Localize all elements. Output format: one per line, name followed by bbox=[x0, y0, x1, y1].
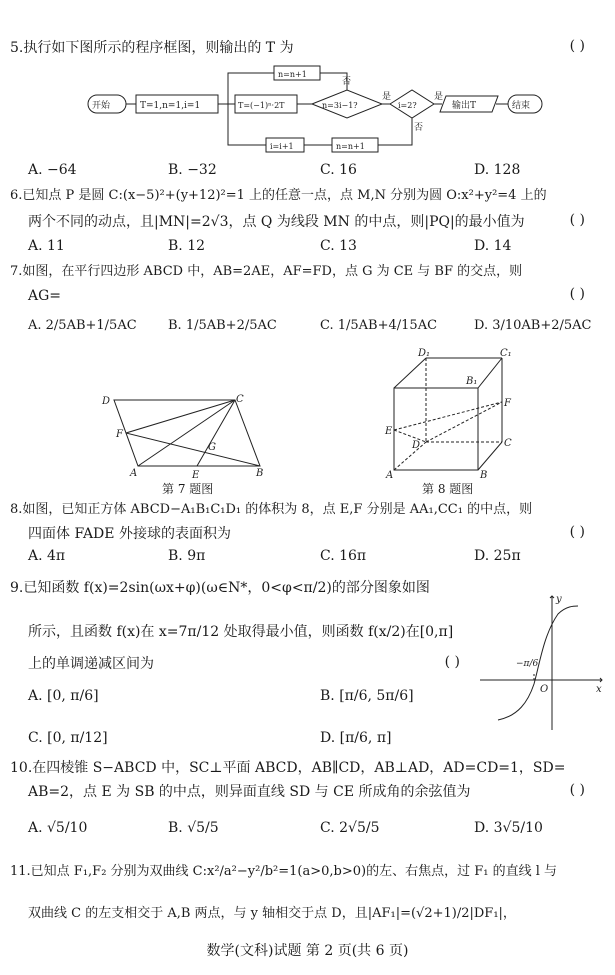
flow-upd-i-label: i=i+1 bbox=[270, 142, 294, 151]
q7-caption: 第 7 题图 bbox=[162, 482, 214, 496]
q10-stem-line2: AB=2，点 E 为 SB 的中点，则异面直线 SD 与 CE 所成角的余弦值为 bbox=[28, 784, 471, 800]
q8-option-d[interactable]: D. 25π bbox=[474, 548, 521, 564]
flow-no2-label: 否 bbox=[414, 123, 424, 133]
q8-option-c[interactable]: C. 16π bbox=[320, 548, 367, 564]
q7-stem-line1: 7.如图，在平行四边形 ABCD 中，AB=2AE，AF=FD，点 G 为 CE 与 BF 的交点，则 bbox=[10, 264, 523, 279]
q7-option-d[interactable]: D. 3/10AB+2/5AC bbox=[474, 318, 592, 333]
flow-yes2-label: 是 bbox=[434, 92, 444, 102]
fig8-label-b: B bbox=[480, 470, 488, 481]
q9-graph-origin: O bbox=[540, 684, 549, 695]
q8-stem-line2: 四面体 FADE 外接球的表面积为 bbox=[28, 526, 231, 542]
q9-bracket: ( ) bbox=[444, 654, 460, 670]
q6-bracket: ( ) bbox=[569, 212, 585, 228]
flow-init-label: T=1,n=1,i=1 bbox=[140, 101, 201, 111]
q8-figure bbox=[385, 348, 516, 481]
flow-yes1-label: 是 bbox=[382, 92, 392, 102]
q9-graph bbox=[478, 592, 608, 732]
q7-figure bbox=[100, 392, 280, 482]
page-footer: 数学(文科)试题 第 2 页(共 6 页) bbox=[206, 943, 409, 959]
q8-caption: 第 8 题图 bbox=[422, 482, 474, 496]
flow-assign-label: T=(−1)ⁿ·2T bbox=[238, 101, 285, 110]
q9-option-d[interactable]: D. [π/6, π] bbox=[320, 730, 392, 746]
flow-output-label: 输出T bbox=[452, 101, 477, 111]
fig8-label-f: F bbox=[504, 398, 511, 409]
q5-option-d[interactable]: D. 128 bbox=[474, 162, 521, 178]
fig8-label-d: D bbox=[412, 440, 421, 451]
q9-graph-y-label: y bbox=[556, 594, 562, 605]
q5-bracket: ( ) bbox=[569, 38, 585, 54]
q9-stem-line2: 所示，且函数 f(x)在 x=7π/12 处取得最小值，则函数 f(x/2)在[0,π] bbox=[28, 624, 454, 640]
fig7-label-c: C bbox=[236, 394, 244, 405]
q10-option-b[interactable]: B. √5/5 bbox=[168, 820, 219, 836]
flow-cond1-label: n=3i−1? bbox=[322, 101, 358, 110]
q6-option-c[interactable]: C. 13 bbox=[320, 238, 357, 254]
q8-stem-line1: 8.如图，已知正方体 ABCD−A₁B₁C₁D₁ 的体积为 8，点 E,F 分别是 AA₁,CC₁ 的中点，则 bbox=[10, 502, 533, 517]
flow-start-label: 开始 bbox=[92, 101, 111, 111]
q5-option-b[interactable]: B. −32 bbox=[168, 162, 217, 178]
q6-stem-line1: 6.已知点 P 是圆 C:(x−5)²+(y+12)²=1 上的任意一点，点 M,N 分别为圆 O:x²+y²=4 上的 bbox=[10, 188, 547, 203]
fig8-label-e: E bbox=[385, 426, 393, 437]
fig8-label-d1: D₁ bbox=[418, 348, 431, 359]
flow-upd-n-top-label: n=n+1 bbox=[278, 70, 307, 79]
fig8-label-b1: B₁ bbox=[466, 376, 478, 387]
q10-options bbox=[28, 820, 598, 842]
q10-bracket: ( ) bbox=[569, 782, 585, 798]
q7-option-c[interactable]: C. 1/5AB+4/15AC bbox=[320, 318, 438, 333]
q8-options bbox=[28, 548, 598, 570]
q9-stem-line3: 上的单调递减区间为 bbox=[28, 656, 154, 672]
q11-stem-line2: 双曲线 C 的左支相交于 A,B 两点，与 y 轴相交于点 D，且|AF₁|=(√2+1)/2|DF₁|， bbox=[28, 906, 516, 921]
fig8-label-c: C bbox=[504, 438, 512, 449]
q9-stem-line1: 9.已知函数 f(x)=2sin(ωx+φ)(ω∈N*，0<φ<π/2)的部分图象如图 bbox=[10, 580, 430, 596]
fig7-label-e: E bbox=[192, 470, 200, 481]
q6-option-a[interactable]: A. 11 bbox=[28, 238, 65, 254]
flow-upd-n-bot-label: n=n+1 bbox=[336, 142, 365, 151]
q9-option-b[interactable]: B. [π/6, 5π/6] bbox=[320, 688, 414, 704]
q11-stem-line1: 11.已知点 F₁,F₂ 分别为双曲线 C:x²/a²−y²/b²=1(a>0,b>0)的左、右焦点，过 F₁ 的直线 l 与 bbox=[10, 864, 557, 879]
q10-option-c[interactable]: C. 2√5/5 bbox=[320, 820, 380, 836]
q6-stem-line2: 两个不同的动点，且|MN|=2√3，点 Q 为线段 MN 的中点，则|PQ|的最小值为 bbox=[28, 214, 525, 230]
q5-flowchart bbox=[0, 62, 615, 162]
q10-option-d[interactable]: D. 3√5/10 bbox=[474, 820, 543, 836]
q7-option-b[interactable]: B. 1/5AB+2/5AC bbox=[168, 318, 277, 333]
flow-end-label: 结束 bbox=[512, 101, 531, 111]
q7-option-a[interactable]: A. 2/5AB+1/5AC bbox=[28, 318, 137, 333]
q9-option-a[interactable]: A. [0, π/6] bbox=[28, 688, 99, 704]
fig8-label-c1: C₁ bbox=[500, 348, 512, 359]
q8-option-a[interactable]: A. 4π bbox=[28, 548, 66, 564]
flow-cond2-label: i=2? bbox=[398, 101, 417, 110]
q7-stem-line2: AG= bbox=[28, 288, 62, 304]
q10-stem-line1: 10.在四棱锥 S−ABCD 中，SC⊥平面 ABCD，AB∥CD，AB⊥AD，AD=CD=1，SD= bbox=[10, 760, 566, 776]
fig7-label-f: F bbox=[116, 429, 123, 440]
q7-bracket: ( ) bbox=[569, 286, 585, 302]
fig7-label-d: D bbox=[102, 396, 111, 407]
q7-options bbox=[28, 318, 598, 340]
q6-options bbox=[28, 238, 598, 260]
fig7-label-a: A bbox=[130, 468, 138, 479]
q5-stem: 5.执行如下图所示的程序框图，则输出的 T 为 bbox=[10, 40, 294, 56]
q5-option-a[interactable]: A. −64 bbox=[28, 162, 77, 178]
fig7-label-b: B bbox=[256, 468, 264, 479]
q9-option-c[interactable]: C. [0, π/12] bbox=[28, 730, 108, 746]
flow-no1-label: 否 bbox=[342, 77, 352, 87]
q9-graph-x-label: x bbox=[596, 684, 602, 695]
q8-bracket: ( ) bbox=[569, 524, 585, 540]
q8-option-b[interactable]: B. 9π bbox=[168, 548, 206, 564]
fig8-label-a: A bbox=[386, 470, 394, 481]
q6-option-d[interactable]: D. 14 bbox=[474, 238, 512, 254]
fig7-label-g: G bbox=[208, 442, 216, 453]
q9-graph-tick: −π/6 bbox=[516, 659, 539, 669]
q6-option-b[interactable]: B. 12 bbox=[168, 238, 206, 254]
q10-option-a[interactable]: A. √5/10 bbox=[28, 820, 88, 836]
q5-option-c[interactable]: C. 16 bbox=[320, 162, 357, 178]
q5-options bbox=[28, 162, 598, 184]
